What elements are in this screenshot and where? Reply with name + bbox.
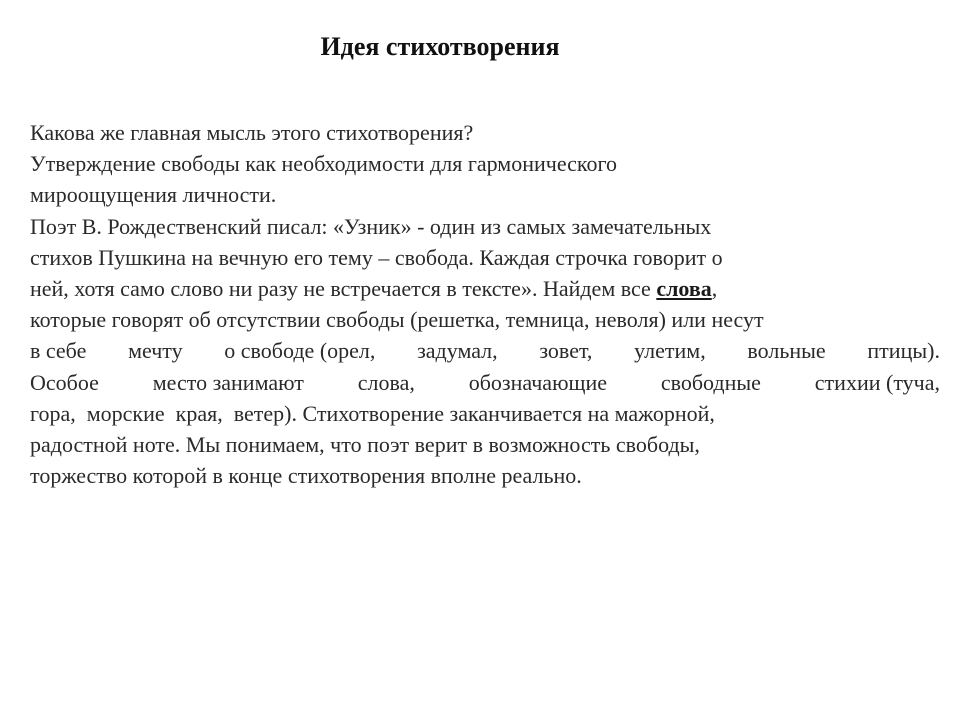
slide-body-text (30, 117, 940, 491)
text-line-8-word: птицы). (867, 338, 940, 364)
text-line-8-word: задумал, (417, 338, 498, 364)
text-line-8-word: улетим, (634, 338, 706, 364)
text-line-9-word: слова, (357, 369, 415, 395)
text-line-11: радостной ноте. Мы понимаем, что поэт верит в возможность свободы, (30, 432, 700, 458)
text-line-10: гора, морские края, ветер). Стихотворение заканчивается на мажорной, (30, 400, 715, 426)
text-line-12: торжество которой в конце стихотворения вполне реально. (30, 463, 582, 489)
text-line-4: Поэт В. Рождественский писал: «Узник» - один из самых замечательных (30, 213, 712, 239)
text-line-8-word: вольные (747, 338, 826, 364)
slide-title: Идея стихотворения (320, 32, 560, 61)
text-line-9-word: свободные (660, 369, 761, 395)
text-line-1: Какова же главная мысль этого стихотворения? (30, 120, 474, 145)
text-line-8-word: о свободе (орел, (224, 338, 376, 364)
text-line-6-end: , (711, 276, 718, 302)
text-line-3: мироощущения личности. (30, 182, 277, 208)
text-line-8-word: мечту (128, 338, 183, 364)
text-line-5: стихов Пушкина на вечную его тему – свобода. Каждая строчка говорит о (30, 244, 723, 270)
words-link[interactable]: слова (656, 276, 712, 302)
text-line-6-start: ней, хотя само слово ни разу не встречается в тексте». Найдем все (30, 276, 657, 302)
text-line-8-word: в себе (30, 338, 87, 364)
text-line-9-word: обозначающие (468, 369, 607, 395)
text-line-9-word: место занимают (152, 369, 304, 395)
text-line-9-word: стихии (туча, (814, 369, 940, 395)
text-line-6 (30, 273, 940, 304)
text-line-9-word: Особое (30, 369, 99, 395)
text-line-9 (30, 367, 940, 398)
text-line-8-word: зовет, (539, 338, 593, 364)
text-line-7: которые говорят об отсутствии свободы (решетка, темница, неволя) или несут (30, 307, 764, 333)
text-line-2: Утверждение свободы как необходимости для гармонического (30, 151, 617, 177)
text-line-8 (30, 335, 940, 366)
